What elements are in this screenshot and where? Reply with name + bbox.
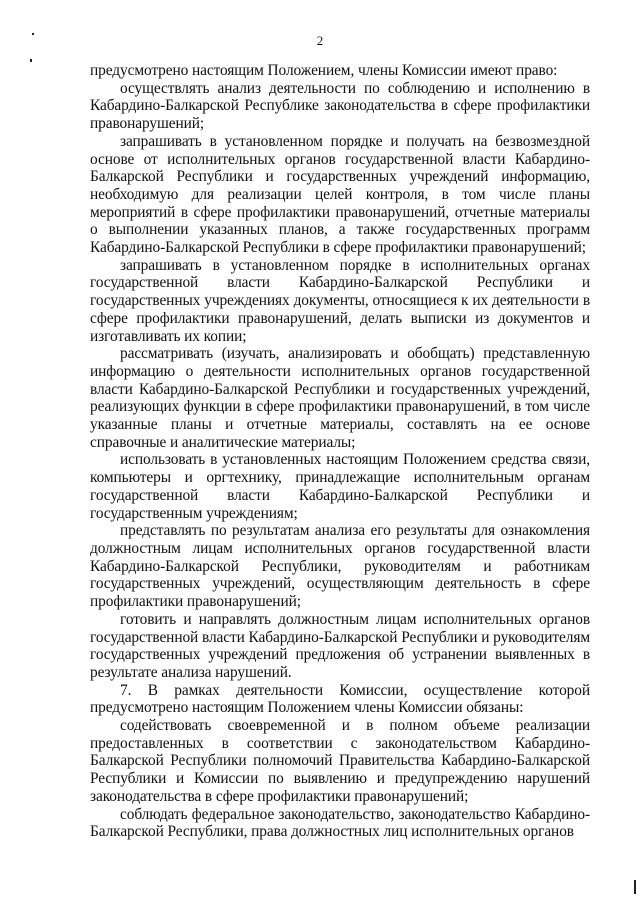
paragraph-right-request-information: запрашивать в установленном порядке и получать на безвозмездной основе от исполнительных органов государственной власти Кабардино-Балкарской Республики и государственных учреждений информацию, необходимую для реализации целей контроля, в том числе планы мероприятий в сфере профилактики правонарушений, отчетные материалы о выполнении указанных планов, а также государственных программ Кабардино-Балкарской Республики в сфере профилактики правонарушений; — [90, 132, 590, 257]
paragraph-duty-comply: соблюдать федеральное законодательство, законодательство Кабардино-Балкарской Республики, права должностных лиц исполнительных органов — [90, 805, 590, 841]
scan-speck — [30, 59, 32, 62]
paragraph-right-present-results: представлять по результатам анализа его результаты для ознакомления должностным лицам исполнительных органов государственной власти Кабардино-Балкарской Республики, руководителям и работникам государственных учреждений, осуществляющим деятельность в сфере профилактики правонарушений; — [90, 522, 590, 611]
paragraph-section-7: 7. В рамках деятельности Комиссии, осуществление которой предусмотрено настоящим Положением члены Комиссии обязаны: — [90, 681, 590, 717]
paragraph-duty-assist: содействовать своевременной и в полном объеме реализации предоставленных в соответствии с законодательством Кабардино-Балкарской Республики полномочий Правительства Кабардино-Балкарской Республики и Комиссии по выявлению и предупреждению нарушений законодательства в сфере профилактики правонарушений; — [90, 717, 590, 805]
scan-edge-mark — [634, 880, 636, 894]
paragraph-right-use-equipment: использовать в установленных настоящим Положением средства связи, компьютеры и оргтехнику, принадлежащие исполнительным органам государственной власти Кабардино-Балкарской Республики и государственным учреждениям; — [90, 451, 590, 522]
paragraph-right-analysis: осуществлять анализ деятельности по соблюдению и исполнению в Кабардино-Балкарской Республике законодательства в сфере профилактики правонарушений; — [90, 79, 590, 133]
paragraph-right-review-information: рассматривать (изучать, анализировать и обобщать) представленную информацию о деятельности исполнительных органов государственной власти Кабардино-Балкарской Республики и государственных учреждений, реализующих функции в сфере профилактики правонарушений, в том числе указанные планы и отчетные материалы, составлять на ее основе справочные и аналитические материалы; — [90, 345, 590, 451]
page-number: 2 — [316, 33, 324, 48]
document-body — [90, 62, 590, 841]
paragraph-right-request-documents: запрашивать в установленном порядке в исполнительных органах государственной власти Кабардино-Балкарской Республики и государственных учреждениях документы, относящиеся к их деятельности в сфере профилактики правонарушений, делать выписки из документов и изготавливать их копии; — [90, 256, 590, 345]
paragraph-intro: предусмотрено настоящим Положением, члены Комиссии имеют право: — [90, 62, 558, 79]
paragraph-right-send-proposals: готовить и направлять должностным лицам исполнительных органов государственной власти Кабардино-Балкарской Республики и руководителям государственных учреждений предложения об устранении выявленных в результате анализа нарушений. — [90, 610, 590, 681]
